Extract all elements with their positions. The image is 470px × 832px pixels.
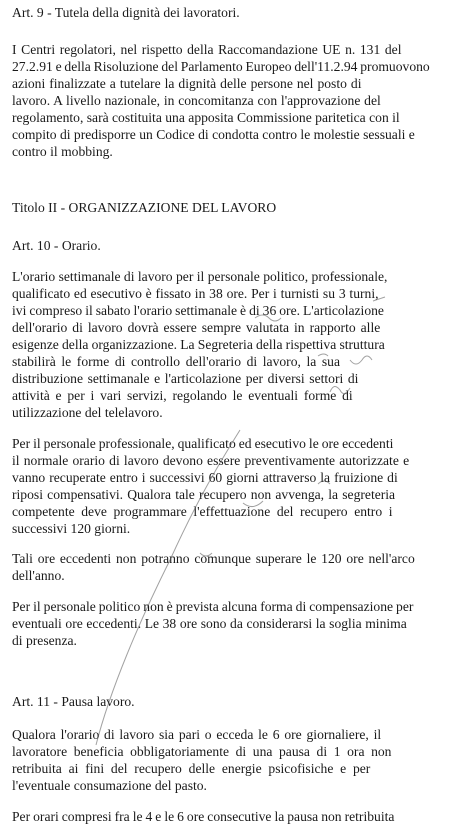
art10-p1-line-3: ivi compreso il sabato l'orario settimanale è di 36 ore. L'articolazione <box>12 303 384 318</box>
art10-p4-line-3: di presenza. <box>12 633 77 648</box>
art10-p2-line-3: vanno recuperate entro i successivi 60 giorni attraverso la fruizione di <box>12 470 398 485</box>
art11-p1-line-4: l'eventuale consumazione del pasto. <box>12 778 207 793</box>
art11-p1-line-1: Qualora l'orario di lavoro sia pari o ecceda le 6 ore giornaliere, il <box>12 727 382 742</box>
art11-p1-line-3: retribuita ai fini del recupero delle energie psicofisiche e per <box>12 761 371 776</box>
art9-line-7: contro il mobbing. <box>12 144 113 159</box>
art10-p2-line-1: Per il personale professionale, qualificato ed esecutivo le ore eccedenti <box>12 436 394 451</box>
art11-p1-line-2: lavoratore beneficia obbligatoriamente di una pausa di 1 ora non <box>12 744 392 759</box>
art10-p3-line-2: dell'anno. <box>12 568 65 583</box>
art10-p4-line-1: Per il personale politico non è prevista alcuna forma di compensazione per <box>12 599 414 614</box>
art10-p2-line-5: competente deve programmare l'effettuazione del recupero entro i <box>12 504 393 519</box>
art9-line-1: I Centri regolatori, nel rispetto della Raccomandazione UE n. 131 del <box>12 42 402 57</box>
art10-p1-line-1: L'orario settimanale di lavoro per il personale politico, professionale, <box>12 269 388 284</box>
art10-p1-line-2: qualificato ed esecutivo è fissato in 38 ore. Per i turnisti su 3 turni, <box>12 286 379 301</box>
art10-p1-line-6: stabilirà le forme di controllo dell'orario di lavoro, la sua <box>12 354 341 369</box>
art10-p1-line-8: attività e per i vari servizi, regolando le eventuali forme di <box>12 388 353 403</box>
art10-p1-line-4: dell'orario di lavoro dovrà essere sempre valutata in rapporto alle <box>12 320 381 335</box>
art11-heading: Art. 11 - Pausa lavoro. <box>12 694 135 709</box>
art10-heading: Art. 10 - Orario. <box>12 238 101 253</box>
art10-p2-line-6: successivi 120 giorni. <box>12 521 131 536</box>
art10-p2-line-2: il normale orario di lavoro devono essere preventivamente autorizzate e <box>12 453 410 468</box>
art11-p2-line-1: Per orari compresi fra le 4 e le 6 ore consecutive la pausa non retribuita <box>12 809 395 824</box>
art10-p1-line-9: utilizzazione del telelavoro. <box>12 405 163 420</box>
art10-p2-line-4: riposi compensativi. Qualora tale recupero non avvenga, la segreteria <box>12 487 396 502</box>
art9-line-6: compito di predisporre un Codice di condotta contro le molestie sessuali e <box>12 127 415 142</box>
art9-line-4: lavoro. A livello nazionale, in concomitanza con l'approvazione del <box>12 93 381 108</box>
art10-p1-line-7: distribuzione settimanale e l'articolazione per diversi settori di <box>12 371 359 386</box>
titolo-2-heading: Titolo II - ORGANIZZAZIONE DEL LAVORO <box>12 200 277 215</box>
art10-p1-line-5: esigenze della organizzazione. La Segreteria della rispettiva struttura <box>12 337 385 352</box>
art10-p4-line-2: eventuali ore eccedenti. Le 38 ore sono da considerarsi la soglia minima <box>12 616 407 631</box>
art9-line-2: 27.2.91 e della Risoluzione del Parlamento Europeo dell'11.2.94 promuovono <box>12 59 430 74</box>
art10-p3-line-1: Tali ore eccedenti non potranno comunque superare le 120 ore nell'arco <box>12 551 415 566</box>
art9-heading: Art. 9 - Tutela della dignità dei lavoratori. <box>12 5 240 20</box>
art9-line-3: azioni finalizzate a tutelare la dignità delle persone nel posto di <box>12 76 362 91</box>
art9-line-5: regolamento, sarà costituita una apposita Commissione paritetica con il <box>12 110 400 125</box>
